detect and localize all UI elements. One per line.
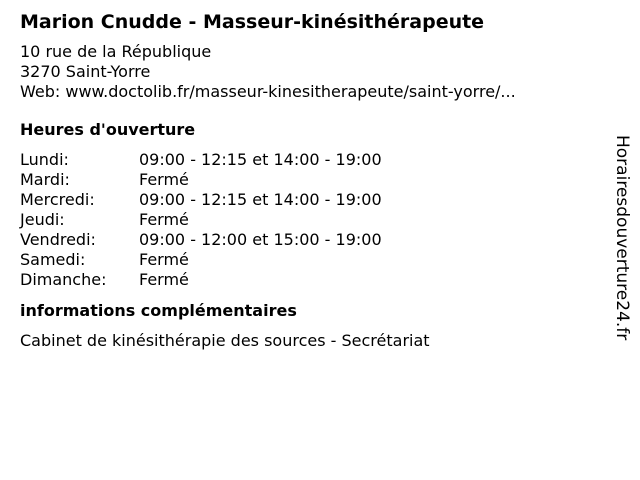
day-label: Mercredi: [20, 190, 95, 209]
hours-row-lundi [20, 150, 600, 170]
hours-row-samedi [20, 250, 600, 270]
day-label: Lundi: [20, 150, 69, 169]
time-value: 09:00 - 12:00 et 15:00 - 19:00 [139, 230, 382, 249]
day-label: Vendredi: [20, 230, 96, 249]
day-label: Dimanche: [20, 270, 107, 289]
time-value: 09:00 - 12:15 et 14:00 - 19:00 [139, 150, 382, 169]
time-value: Fermé [139, 170, 189, 189]
time-value: 09:00 - 12:15 et 14:00 - 19:00 [139, 190, 382, 209]
day-label: Jeudi: [20, 210, 65, 229]
day-label: Mardi: [20, 170, 70, 189]
opening-hours-table [20, 150, 600, 290]
time-value: Fermé [139, 210, 189, 229]
address-city: 3270 Saint-Yorre [20, 62, 151, 81]
business-name: Marion Cnudde - Masseur-kinésithérapeute [20, 11, 485, 33]
address-block [20, 42, 600, 102]
business-card [20, 10, 600, 351]
time-value: Fermé [139, 270, 189, 289]
site-name: Horairesdouverture24.fr [612, 135, 632, 341]
hours-row-jeudi [20, 210, 600, 230]
hours-heading: Heures d'ouverture [20, 120, 196, 139]
day-label: Samedi: [20, 250, 86, 269]
hours-row-mardi [20, 170, 600, 190]
time-value: Fermé [139, 250, 189, 269]
site-watermark [611, 135, 633, 345]
hours-row-mercredi [20, 190, 600, 210]
website-link[interactable]: Web: www.doctolib.fr/masseur-kinesitherapeute/saint-yorre/... [20, 82, 516, 101]
hours-row-vendredi [20, 230, 600, 250]
info-text: Cabinet de kinésithérapie des sources - Secrétariat [20, 331, 430, 350]
info-heading: informations complémentaires [20, 301, 297, 320]
address-street: 10 rue de la République [20, 42, 212, 61]
hours-row-dimanche [20, 270, 600, 290]
